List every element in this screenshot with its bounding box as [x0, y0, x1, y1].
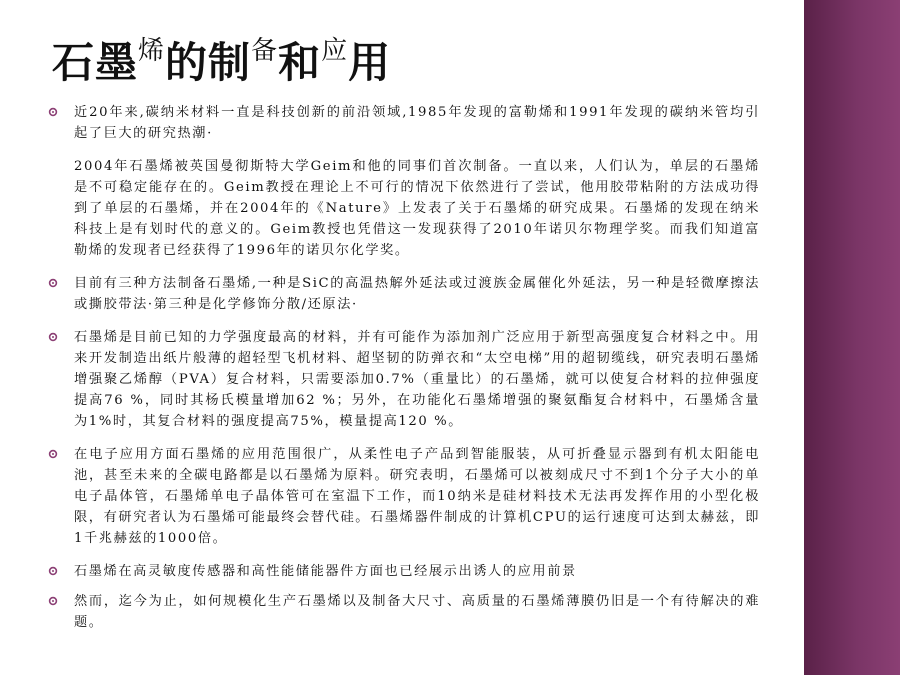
- ring-bullet-icon: [48, 278, 58, 288]
- bullet-text: 在电子应用方面石墨烯的应用范围很广，从柔性电子产品到智能服装，从可折叠显示器到有机太阳能电池，甚至未来的全碳电路都是以石墨烯为原料。研究表明，石墨烯可以被刻成尺寸不到1个分子大小的单电子晶体管，石墨烯单电子晶体管可在室温下工作，而10纳米是硅材料技术无法再发挥作用的小型化极限，有研究者认为石墨烯可能最终会替代硅。石墨烯器件制成的计算机CPU的运行速度可达到太赫兹，即1千兆赫兹的1000倍。: [74, 447, 760, 546]
- bullet-text: 近20年来,碳纳米材料一直是科技创新的前沿领域,1985年发现的富勒烯和1991年发现的碳纳米管均引起了巨大的研究热潮·: [74, 105, 760, 141]
- ring-bullet-icon: [48, 332, 58, 342]
- bullet-text: 目前有三种方法制备石墨烯,一种是SiC的高温热解外延法或过渡族金属催化外延法，另一种是轻微摩擦法或撕胶带法·第三种是化学修饰分散/还原法·: [74, 276, 760, 312]
- bullet-item: [48, 102, 760, 144]
- bullet-list: [48, 102, 760, 642]
- title-part: 用: [348, 38, 392, 87]
- title-part: 和: [278, 38, 322, 87]
- bullet-item: [48, 591, 760, 633]
- ring-bullet-icon: [48, 566, 58, 576]
- bullet-item: [48, 444, 760, 549]
- bullet-item: [48, 327, 760, 432]
- bullet-text: 2004年石墨烯被英国曼彻斯特大学Geim和他的同事们首次制备。一直以来，人们认为，单层的石墨烯是不可稳定能存在的。Geim教授在理论上不可行的情况下依然进行了尝试，他用胶带粘附的方法成功得到了单层的石墨烯，并在2004年的《Nature》上发表了关于石墨烯的研究成果。石墨烯的发现在纳米科技上是有划时代的意义的。Geim教授也凭借这一发现获得了2010年诺贝尔物理学奖。而我们知道富勒烯的发现者已经获得了1996年的诺贝尔化学奖。: [74, 159, 760, 258]
- bullet-item: [48, 273, 760, 315]
- bullet-item: [48, 561, 760, 582]
- title-part: 的制: [165, 38, 252, 87]
- decorative-side-band: [804, 0, 900, 675]
- title-part: 烯: [138, 36, 166, 66]
- ring-bullet-icon: [48, 596, 58, 606]
- bullet-text: 然而，迄今为止，如何规模化生产石墨烯以及制备大尺寸、高质量的石墨烯薄膜仍旧是一个有待解决的难题。: [74, 594, 760, 630]
- ring-bullet-icon: [48, 107, 58, 117]
- slide-title: [52, 30, 391, 90]
- bullet-item: [48, 156, 760, 261]
- bullet-text: 石墨烯在高灵敏度传感器和高性能储能器件方面也已经展示出诱人的应用前景: [74, 564, 577, 579]
- title-part: 石墨: [52, 38, 139, 87]
- bullet-text: 石墨烯是目前已知的力学强度最高的材料，并有可能作为添加剂广泛应用于新型高强度复合材料之中。用来开发制造出纸片般薄的超轻型飞机材料、超坚韧的防弹衣和“太空电梯”用的超韧缆线，研究表明石墨烯增强聚乙烯醇（PVA）复合材料，只需要添加0.7%（重量比）的石墨烯，就可以使复合材料的拉伸强度提高76 %，同时其杨氏模量增加62 %；另外，在功能化石墨烯增强的聚氨酯复合材料中，石墨烯含量为1%时，其复合材料的强度提高75%，模量提高120 %。: [74, 330, 760, 429]
- ring-bullet-icon: [48, 449, 58, 459]
- title-part: 应: [321, 36, 349, 66]
- title-part: 备: [251, 36, 279, 66]
